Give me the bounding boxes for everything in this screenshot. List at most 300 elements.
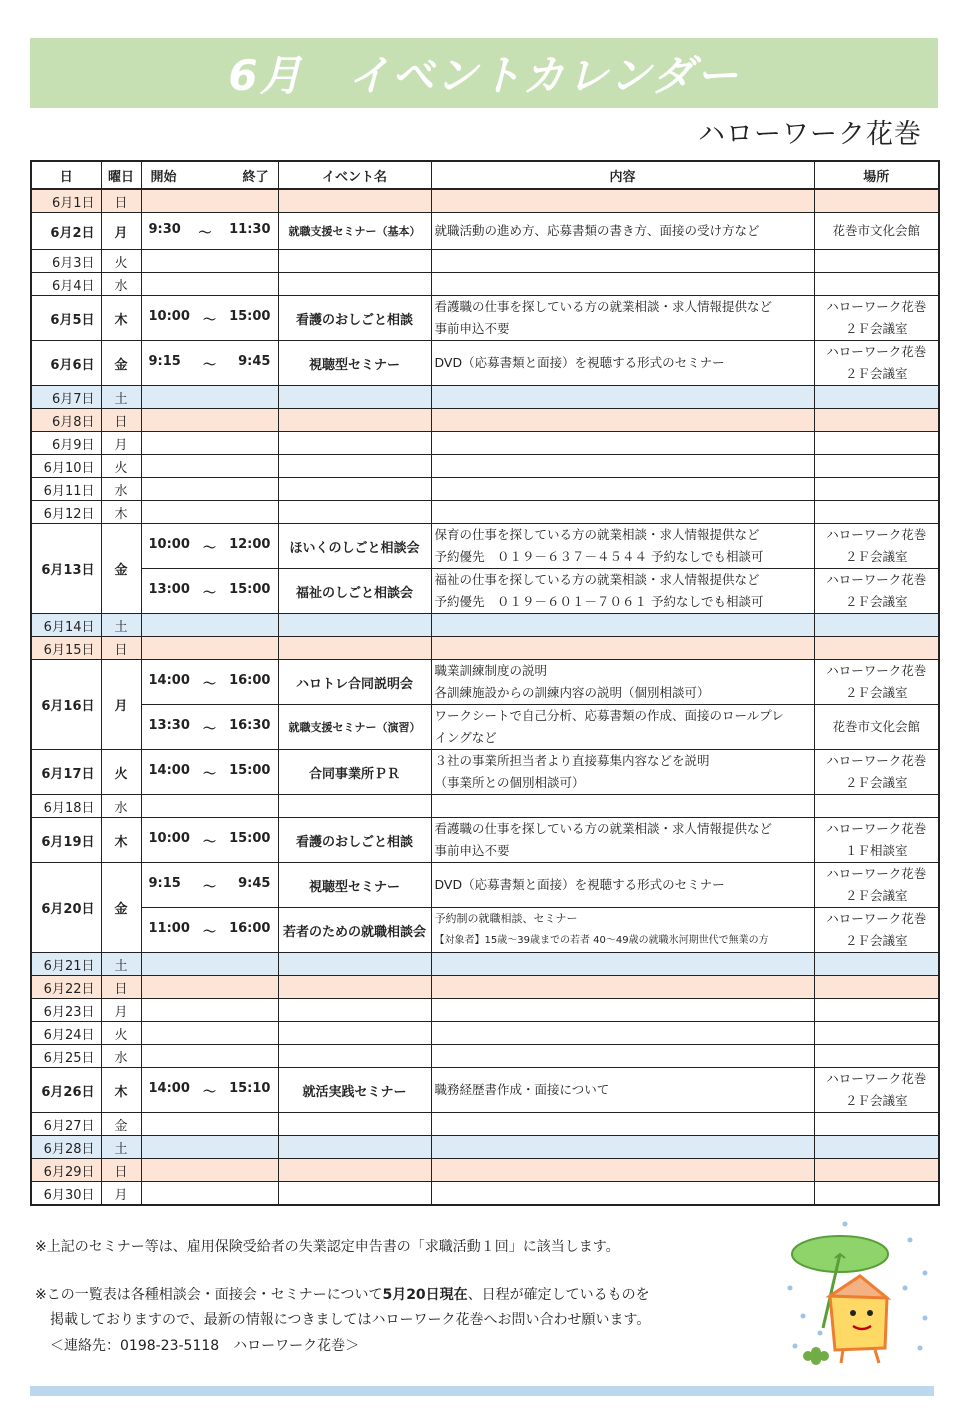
time-cell (141, 795, 278, 818)
place-line: ハローワーク花巻 (826, 344, 927, 359)
header-content: 内容 (431, 161, 814, 189)
time-cell (141, 999, 278, 1022)
event-name: 看護のおしごと相談 (278, 296, 431, 341)
event-cell (278, 999, 431, 1022)
table-row (31, 1045, 939, 1068)
end-time: 15:00 (229, 762, 271, 778)
place-line: ハローワーク花巻 (826, 572, 927, 587)
note-3: 掲載しておりますので、最新の情報につきましてはハローワーク花巻へお問い合わせ願います。 (50, 1312, 651, 1328)
event-name: 就職支援セミナー（演習） (278, 705, 431, 750)
place-cell (814, 614, 939, 637)
content-line: 保育の仕事を探している方の就業相談・求人情報提供など (434, 527, 760, 542)
place-cell (814, 409, 939, 432)
day-cell: 6月8日 (31, 409, 101, 432)
place-cell (814, 1159, 939, 1182)
time-cell (141, 273, 278, 296)
content-cell (431, 953, 814, 976)
end-time: 16:00 (229, 672, 271, 688)
table-row (31, 863, 939, 908)
place-cell (814, 524, 939, 569)
table-row (31, 501, 939, 524)
weekday-cell: 日 (101, 637, 141, 660)
weekday-cell: 火 (101, 750, 141, 795)
weekday-cell: 月 (101, 432, 141, 455)
content-cell (431, 189, 814, 213)
start-time: 10:00 (148, 308, 190, 324)
table-row (31, 386, 939, 409)
time-cell (141, 1068, 278, 1113)
table-row (31, 455, 939, 478)
event-name: 視聴型セミナー (278, 341, 431, 386)
tilde: ～ (202, 540, 216, 556)
table-row (31, 432, 939, 455)
weekday-cell: 金 (101, 1113, 141, 1136)
tilde: ～ (202, 676, 216, 692)
start-time: 11:00 (148, 920, 190, 936)
time-cell (141, 660, 278, 705)
header-place: 場所 (814, 161, 939, 189)
day-cell: 6月13日 (31, 524, 101, 614)
place-cell (814, 976, 939, 999)
event-cell (278, 409, 431, 432)
time-cell (141, 1182, 278, 1206)
table-row (31, 1159, 939, 1182)
place-line: ハローワーク花巻 (826, 1071, 927, 1086)
content-cell (431, 795, 814, 818)
content-cell (431, 705, 814, 750)
day-cell: 6月6日 (31, 341, 101, 386)
time-cell (141, 863, 278, 908)
place-cell (814, 1136, 939, 1159)
start-time: 9:15 (148, 353, 181, 369)
content-cell (431, 250, 814, 273)
event-cell (278, 250, 431, 273)
time-cell (141, 705, 278, 750)
table-row (31, 189, 939, 213)
content-line: 就職活動の進め方、応募書類の書き方、面接の受け方など (434, 223, 760, 238)
time-cell (141, 409, 278, 432)
content-cell (431, 1136, 814, 1159)
note-2 (35, 1284, 650, 1304)
table-row (31, 273, 939, 296)
weekday-cell: 日 (101, 189, 141, 213)
weekday-cell: 月 (101, 660, 141, 750)
content-line: 各訓練施設からの訓練内容の説明（個別相談可） (434, 685, 710, 700)
place-line: 花巻市文化会館 (832, 223, 920, 238)
content-cell (431, 478, 814, 501)
start-time: 14:00 (148, 762, 190, 778)
weekday-cell: 水 (101, 478, 141, 501)
event-name: 就活実践セミナー (278, 1068, 431, 1113)
time-cell (141, 386, 278, 409)
place-cell (814, 501, 939, 524)
place-cell (814, 1113, 939, 1136)
place-line: ハローワーク花巻 (826, 527, 927, 542)
table-row (31, 976, 939, 999)
content-cell (431, 386, 814, 409)
place-cell (814, 705, 939, 750)
content-cell (431, 524, 814, 569)
weekday-cell: 土 (101, 386, 141, 409)
place-line: ２Ｆ会議室 (844, 888, 908, 903)
tilde: ～ (202, 721, 216, 737)
place-cell (814, 455, 939, 478)
time-cell (141, 1136, 278, 1159)
content-line: （事業所との個別相談可） (434, 775, 585, 790)
tilde: ～ (202, 834, 216, 850)
end-time: 15:00 (229, 308, 271, 324)
weekday-cell: 土 (101, 1136, 141, 1159)
table-row (31, 478, 939, 501)
table-row (31, 569, 939, 614)
event-cell (278, 1045, 431, 1068)
content-cell (431, 455, 814, 478)
place-cell (814, 432, 939, 455)
place-line: ハローワーク花巻 (826, 821, 927, 836)
end-time: 11:30 (229, 221, 271, 237)
weekday-cell: 火 (101, 250, 141, 273)
end-time: 9:45 (238, 875, 271, 891)
day-cell: 6月27日 (31, 1113, 101, 1136)
event-name: 就職支援セミナー（基本） (278, 213, 431, 250)
place-line: ハローワーク花巻 (826, 299, 927, 314)
end-time: 12:00 (229, 536, 271, 552)
table-row (31, 1113, 939, 1136)
start-time: 14:00 (148, 1080, 190, 1096)
note-2a: ※この一覧表は各種相談会・面接会・セミナーについて (35, 1287, 383, 1303)
place-cell (814, 750, 939, 795)
place-cell (814, 569, 939, 614)
tilde: ～ (202, 312, 216, 328)
place-line: ２Ｆ会議室 (844, 321, 908, 336)
table-row (31, 213, 939, 250)
event-cell (278, 1159, 431, 1182)
weekday-cell: 火 (101, 455, 141, 478)
content-cell (431, 432, 814, 455)
place-line: ２Ｆ会議室 (844, 594, 908, 609)
weekday-cell: 金 (101, 863, 141, 953)
content-line: ３社の事業所担当者より直接募集内容などを説明 (434, 753, 710, 768)
place-cell (814, 1182, 939, 1206)
weekday-cell: 月 (101, 1182, 141, 1206)
table-row (31, 409, 939, 432)
content-line: 看護職の仕事を探している方の就業相談・求人情報提供など (434, 821, 773, 836)
content-cell (431, 908, 814, 953)
time-cell (141, 341, 278, 386)
end-time: 15:00 (229, 581, 271, 597)
weekday-cell: 月 (101, 999, 141, 1022)
content-line: DVD（応募書類と面接）を視聴する形式のセミナー (434, 355, 725, 370)
start-time: 9:30 (148, 221, 181, 237)
tilde: ～ (198, 225, 212, 241)
content-cell (431, 818, 814, 863)
organization-name: ハローワーク花巻 (698, 119, 922, 150)
day-cell: 6月15日 (31, 637, 101, 660)
day-cell: 6月11日 (31, 478, 101, 501)
end-time: 9:45 (238, 353, 271, 369)
time-cell (141, 1022, 278, 1045)
place-cell (814, 273, 939, 296)
event-cell (278, 455, 431, 478)
event-cell (278, 478, 431, 501)
weekday-cell: 土 (101, 953, 141, 976)
time-cell (141, 455, 278, 478)
content-cell (431, 213, 814, 250)
content-line: 福祉の仕事を探している方の就業相談・求人情報提供など (434, 572, 760, 587)
place-cell (814, 1022, 939, 1045)
content-cell (431, 1159, 814, 1182)
time-cell (141, 976, 278, 999)
day-cell: 6月3日 (31, 250, 101, 273)
table-row (31, 250, 939, 273)
day-cell: 6月25日 (31, 1045, 101, 1068)
time-cell (141, 250, 278, 273)
content-cell (431, 1022, 814, 1045)
time-cell (141, 189, 278, 213)
content-cell (431, 614, 814, 637)
content-cell (431, 569, 814, 614)
table-row (31, 953, 939, 976)
event-name: ほいくのしごと相談会 (278, 524, 431, 569)
bottom-strip (30, 1386, 934, 1396)
event-name: ハロトレ合同説明会 (278, 660, 431, 705)
place-cell (814, 189, 939, 213)
table-row (31, 1182, 939, 1206)
content-cell (431, 660, 814, 705)
weekday-cell: 水 (101, 273, 141, 296)
content-line: ワークシートで自己分析、応募書類の作成、面接のロールプレ (434, 708, 784, 723)
place-cell (814, 386, 939, 409)
place-cell (814, 818, 939, 863)
place-line: ハローワーク花巻 (826, 753, 927, 768)
content-line: 職業訓練制度の説明 (434, 663, 548, 678)
place-cell (814, 1045, 939, 1068)
place-cell (814, 637, 939, 660)
note-contact: ＜連絡先：0198-23-5118 ハローワーク花巻＞ (50, 1338, 360, 1354)
time-cell (141, 614, 278, 637)
time-cell (141, 524, 278, 569)
event-cell (278, 795, 431, 818)
place-cell (814, 296, 939, 341)
table-row (31, 637, 939, 660)
place-line: ハローワーク花巻 (826, 866, 927, 881)
event-cell (278, 273, 431, 296)
place-cell (814, 908, 939, 953)
event-cell (278, 1136, 431, 1159)
table-header-row (31, 161, 939, 189)
table-row (31, 795, 939, 818)
time-cell (141, 1045, 278, 1068)
time-cell (141, 501, 278, 524)
day-cell: 6月9日 (31, 432, 101, 455)
start-time: 10:00 (148, 536, 190, 552)
content-cell (431, 296, 814, 341)
event-cell (278, 637, 431, 660)
content-line: DVD（応募書類と面接）を視聴する形式のセミナー (434, 877, 725, 892)
weekday-cell: 水 (101, 1045, 141, 1068)
weekday-cell: 日 (101, 1159, 141, 1182)
content-cell (431, 1045, 814, 1068)
table-row (31, 908, 939, 953)
place-line: ハローワーク花巻 (826, 911, 927, 926)
content-line: 【対象者】15歳～39歳までの若者 40～49歳の就職氷河期世代で無業の方 (434, 935, 769, 946)
content-line: 事前申込不要 (434, 843, 510, 858)
weekday-cell: 月 (101, 213, 141, 250)
day-cell: 6月14日 (31, 614, 101, 637)
weekday-cell: 日 (101, 409, 141, 432)
time-cell (141, 478, 278, 501)
event-cell (278, 1022, 431, 1045)
day-cell: 6月10日 (31, 455, 101, 478)
time-cell (141, 818, 278, 863)
table-row (31, 1022, 939, 1045)
time-cell (141, 432, 278, 455)
weekday-cell: 木 (101, 501, 141, 524)
day-cell: 6月28日 (31, 1136, 101, 1159)
event-cell (278, 189, 431, 213)
table-row (31, 705, 939, 750)
day-cell: 6月2日 (31, 213, 101, 250)
table-row (31, 1068, 939, 1113)
tilde: ～ (202, 879, 216, 895)
event-cell (278, 953, 431, 976)
event-cell (278, 1113, 431, 1136)
content-line: イングなど (434, 730, 497, 745)
weekday-cell: 水 (101, 795, 141, 818)
event-name: 看護のおしごと相談 (278, 818, 431, 863)
table-row (31, 614, 939, 637)
day-cell: 6月16日 (31, 660, 101, 750)
note-2c: 、日程が確定しているものを (467, 1287, 650, 1303)
day-cell: 6月23日 (31, 999, 101, 1022)
event-name: 視聴型セミナー (278, 863, 431, 908)
page-title: 6月 イベントカレンダー (228, 51, 740, 100)
day-cell: 6月22日 (31, 976, 101, 999)
event-name: 若者のための就職相談会 (278, 908, 431, 953)
event-cell (278, 976, 431, 999)
weekday-cell: 金 (101, 524, 141, 614)
time-cell (141, 908, 278, 953)
table-row (31, 999, 939, 1022)
day-cell: 6月12日 (31, 501, 101, 524)
weekday-cell: 木 (101, 818, 141, 863)
day-cell: 6月30日 (31, 1182, 101, 1206)
day-cell: 6月4日 (31, 273, 101, 296)
event-cell (278, 432, 431, 455)
content-line: 職務経歴書作成・面接について (434, 1082, 610, 1097)
table-row (31, 818, 939, 863)
note-1: ※上記のセミナー等は、雇用保険受給者の失業認定申告書の「求職活動１回」に該当します。 (35, 1239, 620, 1255)
table-row (31, 524, 939, 569)
table-row (31, 750, 939, 795)
tilde: ～ (202, 1084, 216, 1100)
header-start: 開始 (150, 169, 177, 185)
content-cell (431, 1068, 814, 1113)
day-cell: 6月5日 (31, 296, 101, 341)
start-time: 10:00 (148, 830, 190, 846)
mascot-illustration (775, 1218, 940, 1378)
start-time: 14:00 (148, 672, 190, 688)
place-cell (814, 250, 939, 273)
day-cell: 6月1日 (31, 189, 101, 213)
place-line: ２Ｆ会議室 (844, 549, 908, 564)
weekday-cell: 木 (101, 296, 141, 341)
content-cell (431, 976, 814, 999)
day-cell: 6月19日 (31, 818, 101, 863)
place-cell (814, 999, 939, 1022)
place-line: ２Ｆ会議室 (844, 1093, 908, 1108)
place-cell (814, 953, 939, 976)
place-cell (814, 341, 939, 386)
tilde: ～ (202, 766, 216, 782)
content-cell (431, 637, 814, 660)
content-cell (431, 273, 814, 296)
end-time: 16:30 (229, 717, 271, 733)
start-time: 13:30 (148, 717, 190, 733)
place-line: ハローワーク花巻 (826, 663, 927, 678)
day-cell: 6月24日 (31, 1022, 101, 1045)
content-cell (431, 863, 814, 908)
place-cell (814, 863, 939, 908)
start-time: 13:00 (148, 581, 190, 597)
title-banner (30, 38, 938, 108)
weekday-cell: 土 (101, 614, 141, 637)
place-line: 花巻市文化会館 (832, 719, 920, 734)
time-cell (141, 569, 278, 614)
event-cell (278, 1182, 431, 1206)
tilde: ～ (202, 585, 216, 601)
time-cell (141, 296, 278, 341)
content-cell (431, 1182, 814, 1206)
end-time: 15:00 (229, 830, 271, 846)
tilde: ～ (202, 924, 216, 940)
place-line: ２Ｆ会議室 (844, 775, 908, 790)
table-row (31, 660, 939, 705)
tilde: ～ (202, 357, 216, 373)
content-cell (431, 409, 814, 432)
place-cell (814, 660, 939, 705)
end-time: 15:10 (229, 1080, 271, 1096)
place-cell (814, 795, 939, 818)
day-cell: 6月18日 (31, 795, 101, 818)
content-line: 予約制の就職相談、セミナー (434, 912, 578, 925)
note-2-date: 5月20日現在 (382, 1287, 468, 1303)
header-weekday: 曜日 (101, 161, 141, 189)
time-cell (141, 953, 278, 976)
place-line: ２Ｆ会議室 (844, 685, 908, 700)
content-line: 看護職の仕事を探している方の就業相談・求人情報提供など (434, 299, 773, 314)
end-time: 16:00 (229, 920, 271, 936)
event-name: 合同事業所ＰＲ (278, 750, 431, 795)
event-calendar-table (30, 160, 940, 1206)
place-line: ２Ｆ会議室 (844, 366, 908, 381)
event-cell (278, 614, 431, 637)
place-cell (814, 1068, 939, 1113)
table-row (31, 1136, 939, 1159)
header-event: イベント名 (278, 161, 431, 189)
time-cell (141, 213, 278, 250)
content-cell (431, 501, 814, 524)
header-time (141, 161, 278, 189)
content-cell (431, 750, 814, 795)
place-line: １Ｆ相談室 (844, 843, 908, 858)
weekday-cell: 日 (101, 976, 141, 999)
place-cell (814, 213, 939, 250)
content-cell (431, 1113, 814, 1136)
day-cell: 6月17日 (31, 750, 101, 795)
start-time: 9:15 (148, 875, 181, 891)
time-cell (141, 1113, 278, 1136)
